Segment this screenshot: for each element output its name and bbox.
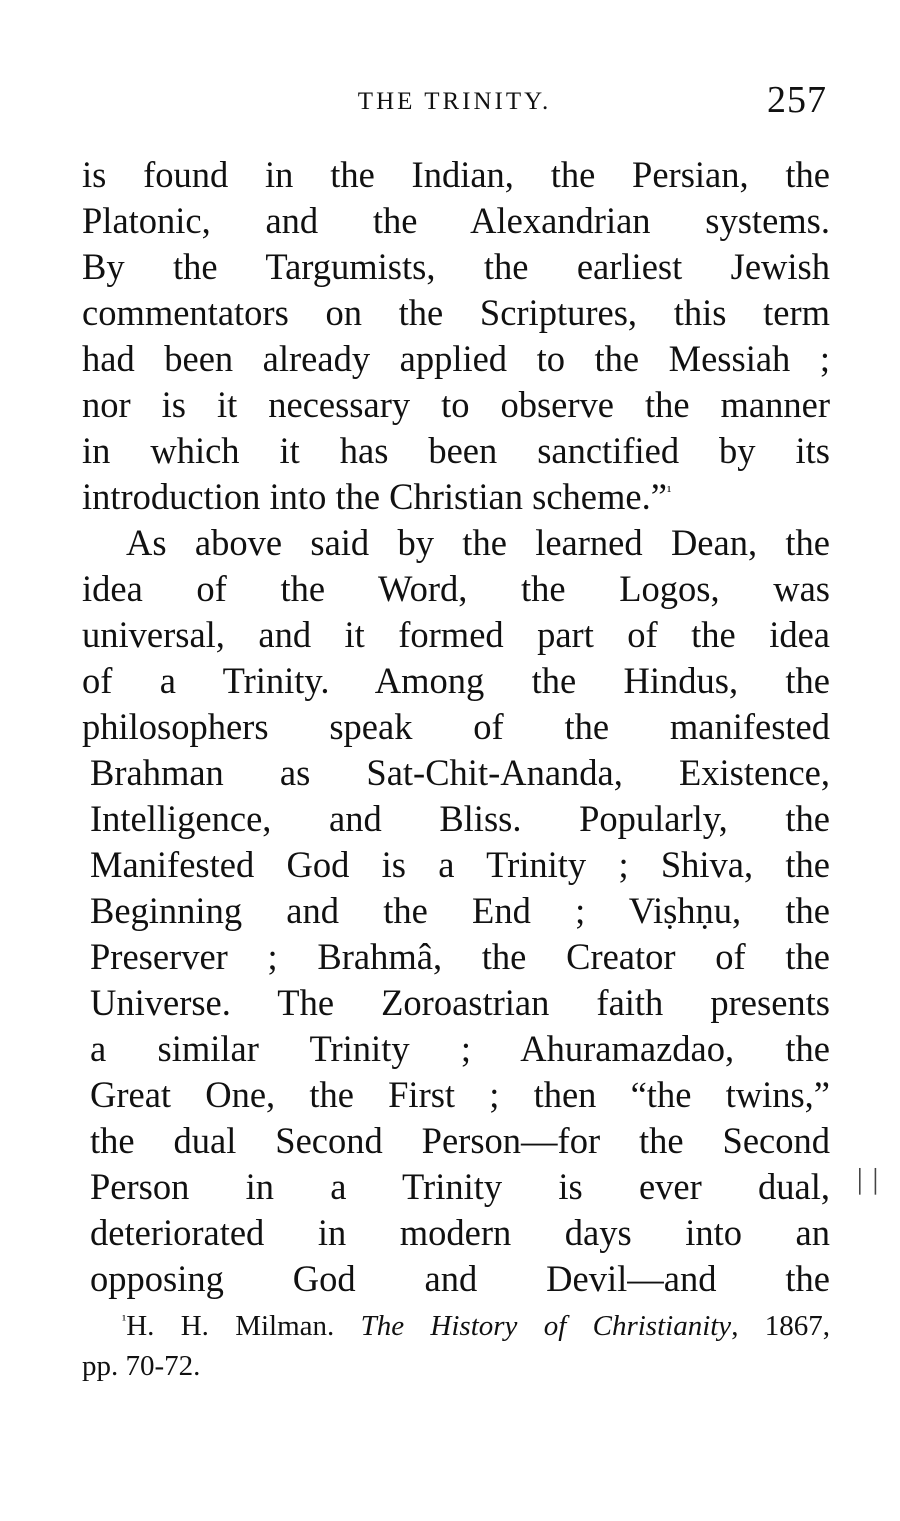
text-line: universal, and it formed part of the idea	[82, 614, 830, 655]
text-line: a similar Trinity ; Ahuramazdao, the	[90, 1028, 830, 1069]
footnote-author: H. H. Milman.	[126, 1310, 361, 1342]
footnote-marker: ¹	[122, 1313, 127, 1329]
running-head	[82, 78, 827, 122]
text-line: Brahman as Sat-Chit-Ananda, Existence,	[90, 752, 830, 793]
text-line: Preserver ; Brahmâ, the Creator of the	[90, 936, 830, 977]
margin-pencil-mark: ││	[852, 1168, 884, 1193]
text-line: Beginning and the End ; Viṣhṇu, the	[90, 890, 830, 931]
footnote-reference: ¹	[666, 483, 672, 500]
text-line: of a Trinity. Among the Hindus, the	[82, 660, 830, 701]
footnote-pages: pp. 70-72.	[82, 1350, 201, 1382]
text-line: Universe. The Zoroastrian faith presents	[90, 982, 830, 1023]
text-line: By the Targumists, the earliest Jewish	[82, 246, 830, 287]
text-line: Platonic, and the Alexandrian systems.	[82, 200, 830, 241]
text-line-with-footnote	[82, 474, 830, 520]
text-line: had been already applied to the Messiah ;	[82, 338, 830, 379]
paragraph-start-line: As above said by the learned Dean, the	[126, 522, 830, 563]
footnote-book-title: The History of Christianity	[360, 1310, 732, 1342]
text-line: Intelligence, and Bliss. Popularly, the	[90, 798, 830, 839]
footnote-details: , 1867,	[731, 1310, 830, 1342]
text-line: philosophers speak of the manifested	[82, 706, 830, 747]
text-line: idea of the Word, the Logos, was	[82, 568, 830, 609]
page-number: 257	[767, 79, 827, 121]
text-line: is found in the Indian, the Persian, the	[82, 154, 830, 195]
text-line: the dual Second Person—for the Second	[90, 1120, 830, 1161]
text-line: in which it has been sanctified by its	[82, 430, 830, 471]
footnote-citation-line	[82, 1306, 830, 1346]
text-line: Person in a Trinity is ever dual,	[90, 1166, 830, 1207]
text-line: opposing God and Devil—and the	[90, 1258, 830, 1299]
text-line: Great One, the First ; then “the twins,”	[90, 1074, 830, 1115]
text-line: nor is it necessary to observe the manner	[82, 384, 830, 425]
body-text	[82, 152, 830, 1302]
text-line: Manifested God is a Trinity ; Shiva, the	[90, 844, 830, 885]
text-line: commentators on the Scriptures, this term	[82, 292, 830, 333]
text-line-content: introduction into the Christian scheme.”	[82, 476, 667, 517]
text-line: deteriorated in modern days into an	[90, 1212, 830, 1253]
footnote	[82, 1306, 830, 1386]
running-title: THE TRINITY.	[357, 88, 552, 115]
